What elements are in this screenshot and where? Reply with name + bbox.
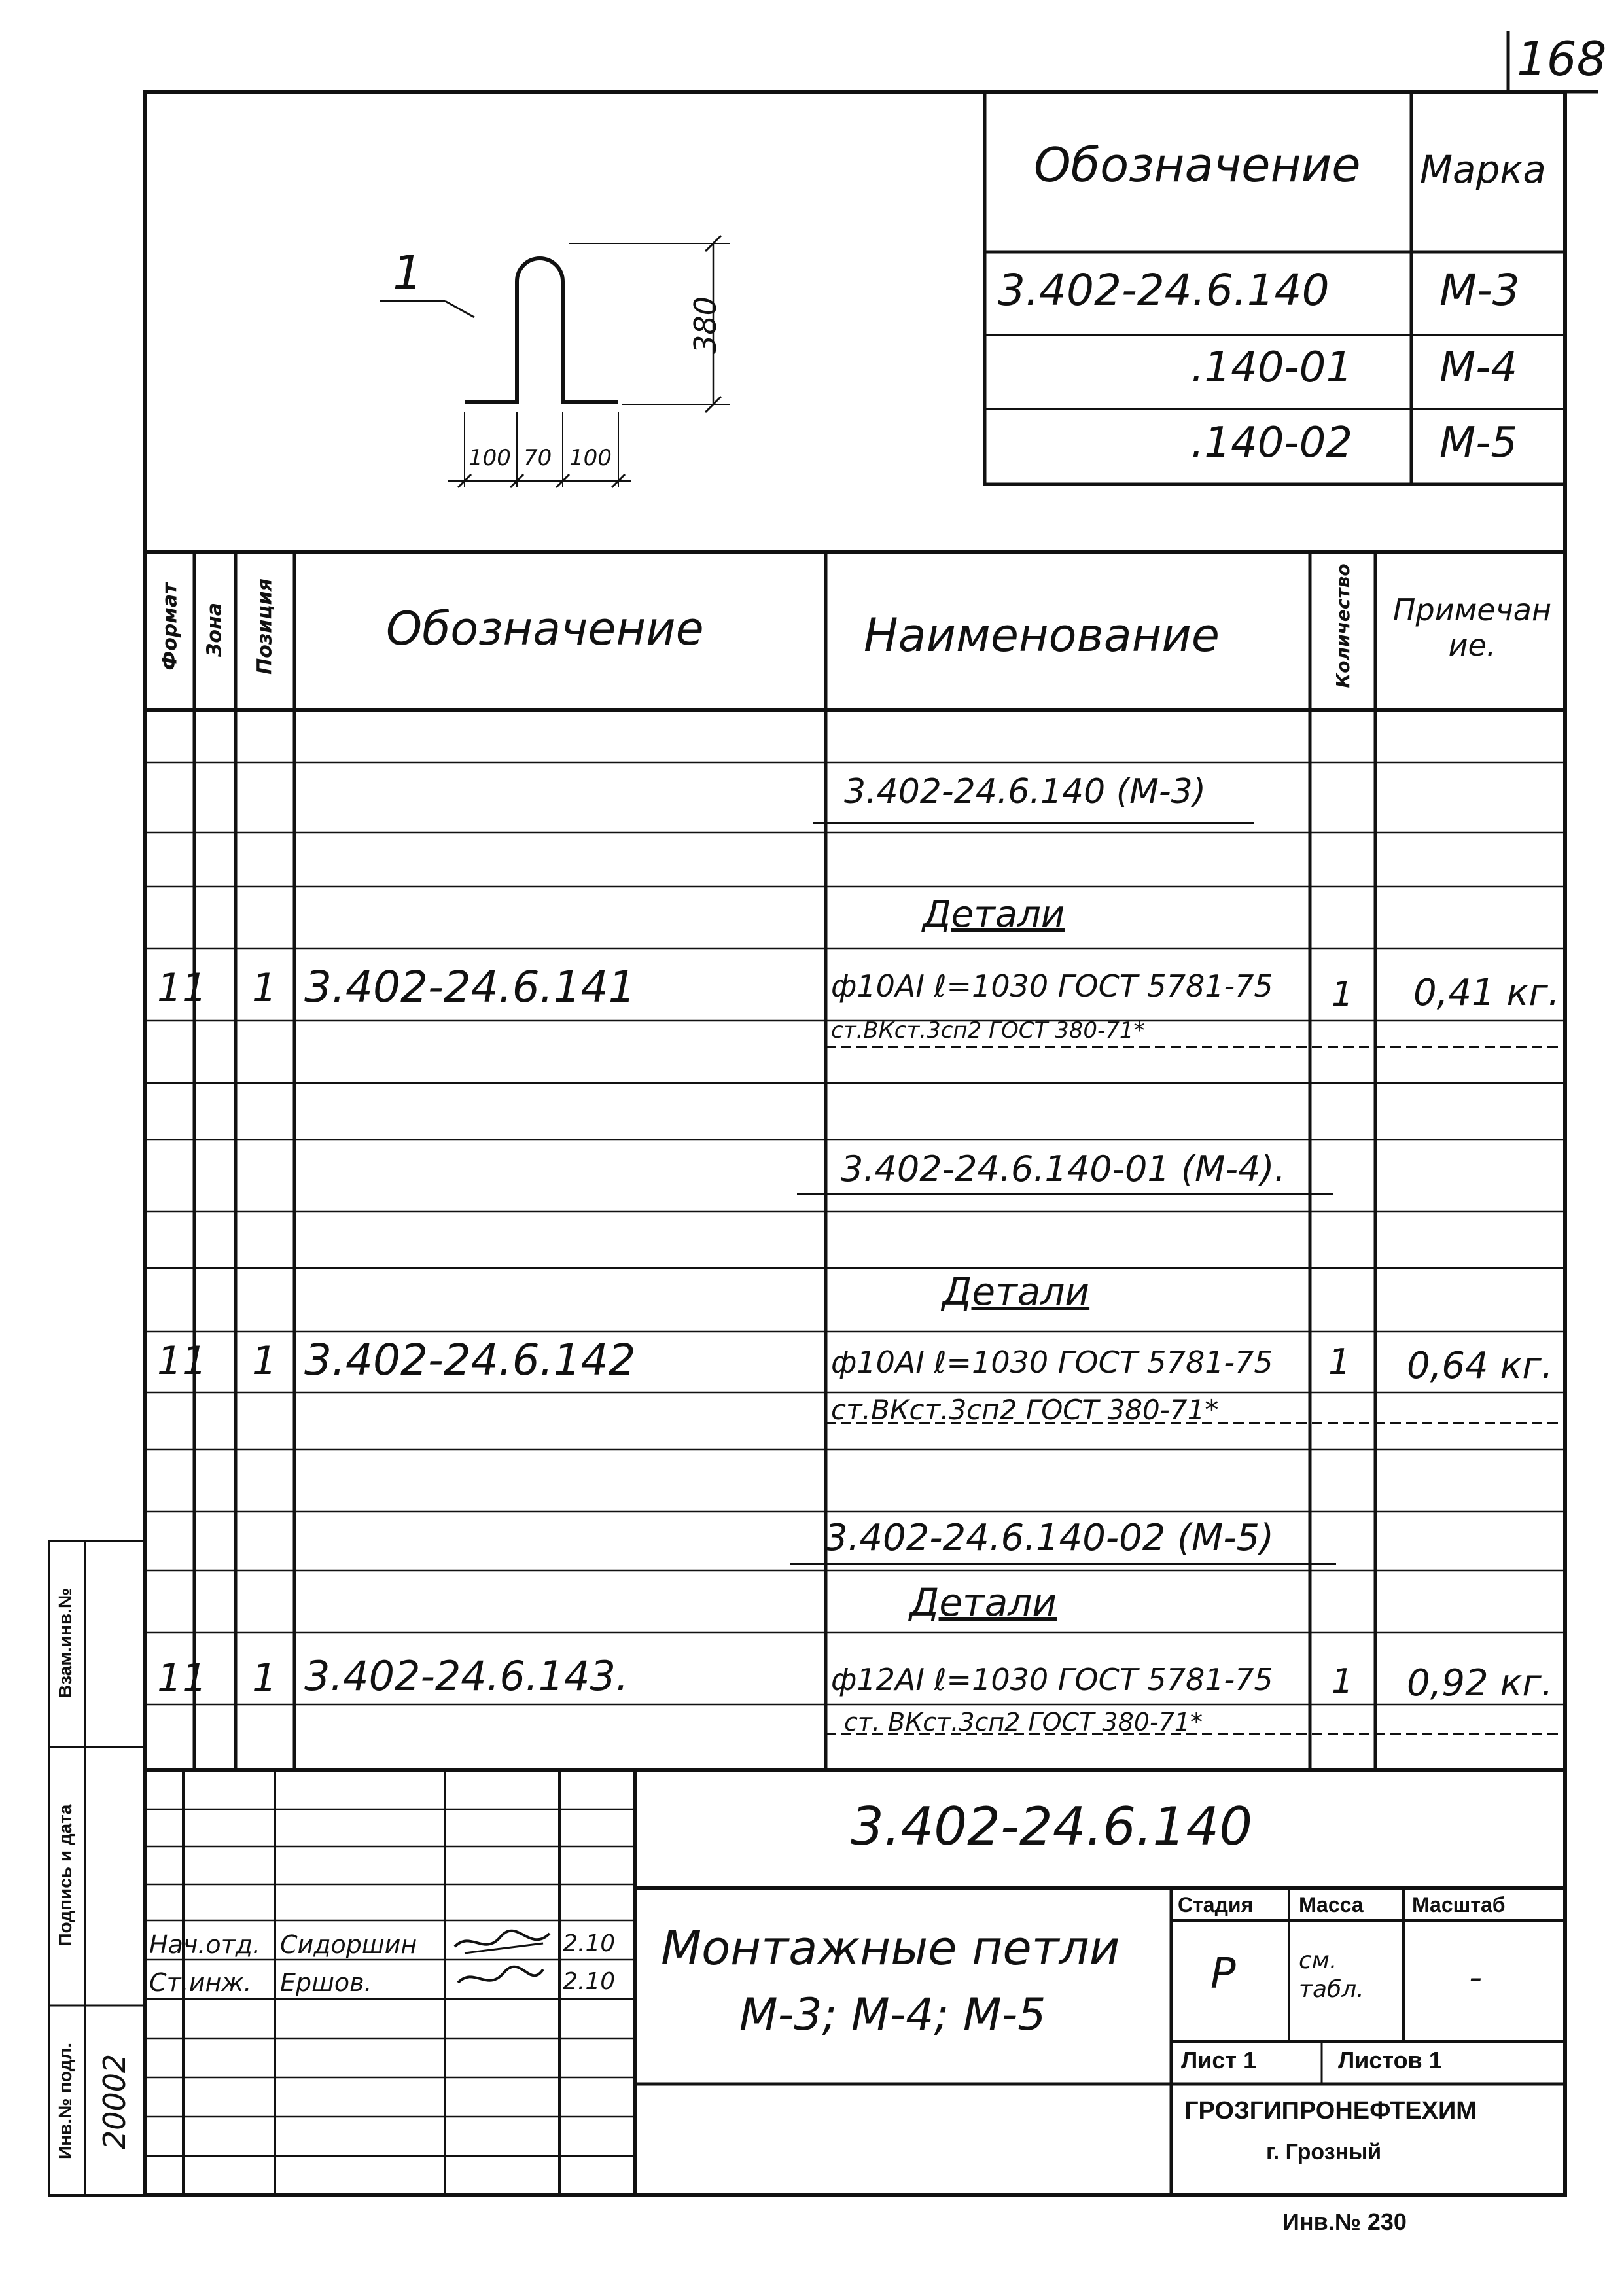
row-quantity: 1: [1332, 975, 1354, 1014]
header-quantity: Количество: [1332, 563, 1354, 688]
header-zone: Зона: [203, 603, 226, 657]
row-name-line1: ф10АI ℓ=1030 ГОСТ 5781-75: [831, 968, 1273, 1004]
stage-value: Р: [1210, 1950, 1236, 1998]
section-title: 3.402-24.6.140 (М-3): [844, 772, 1207, 811]
row-format: 11: [157, 965, 207, 1011]
signature-name: Ершов.: [280, 1968, 372, 1997]
signature-date: 2.10: [563, 1930, 616, 1957]
callout-number: 1: [393, 245, 423, 300]
signature-date: 2.10: [563, 1968, 616, 1995]
dim-bottom-label: 100: [569, 445, 612, 471]
stamp-inv-podl-label: Инв.№ подл.: [55, 2043, 75, 2160]
mass-label: Масса: [1299, 1893, 1364, 1916]
section-details-label: Детали: [942, 1269, 1090, 1314]
stage-label: Стадия: [1178, 1893, 1254, 1916]
row-name-line2: ст.ВКст.3сп2 ГОСТ 380-71*: [831, 1017, 1145, 1044]
top-table-row-mark: М-5: [1439, 419, 1518, 467]
page-number: 168: [1517, 31, 1607, 86]
row-name-line2: ст.ВКст.3сп2 ГОСТ 380-71*: [831, 1394, 1219, 1426]
dim-bottom-label: 70: [523, 445, 552, 471]
stamp-sign-date-label: Подпись и дата: [55, 1804, 75, 1947]
top-table-header-designation: Обозначение: [1034, 137, 1361, 192]
mass-value: см. табл.: [1299, 1947, 1364, 2003]
top-table-row-designation: .140-01: [1191, 344, 1353, 392]
row-name-line2: ст. ВКст.3сп2 ГОСТ 380-71*: [844, 1708, 1203, 1737]
header-format: Формат: [158, 582, 182, 671]
scale-value: -: [1469, 1956, 1483, 1999]
scale-label: Масштаб: [1412, 1893, 1506, 1916]
top-table-row-mark: М-4: [1439, 344, 1518, 392]
row-note: 0,64 кг.: [1407, 1345, 1553, 1387]
inventory-number: Инв.№ 230: [1282, 2208, 1407, 2235]
stamp-inv-podl-value: 20002: [97, 2053, 132, 2150]
document-title-line2: М-3; М-4; М-5: [739, 1989, 1046, 2041]
sheets-label: Листов 1: [1338, 2047, 1442, 2074]
top-table-header-mark: Марка: [1420, 147, 1546, 192]
dim-bottom-label: 100: [468, 445, 511, 471]
row-format: 11: [157, 1655, 207, 1701]
signature-scribble: [451, 1927, 556, 1999]
row-quantity: 1: [1328, 1341, 1351, 1383]
row-note: 0,92 кг.: [1407, 1662, 1553, 1704]
section-title: 3.402-24.6.140-02 (М-5): [824, 1517, 1275, 1559]
organization-name: ГРОЗГИПРОНЕФТЕХИМ: [1184, 2097, 1477, 2125]
sheet-label: Лист 1: [1181, 2047, 1257, 2074]
row-designation: 3.402-24.6.143.: [304, 1652, 629, 1700]
signature-role: Ст.инж.: [149, 1968, 252, 1997]
row-designation: 3.402-24.6.141: [304, 962, 636, 1012]
loop-drawing: [380, 236, 730, 487]
row-position: 1: [252, 965, 277, 1011]
row-name-line1: ф10АI ℓ=1030 ГОСТ 5781-75: [831, 1345, 1273, 1380]
header-name: Наименование: [864, 609, 1220, 662]
row-position: 1: [252, 1655, 277, 1701]
document-title-line1: Монтажные петли: [661, 1920, 1120, 1975]
section-details-label: Детали: [923, 893, 1065, 936]
header-designation: Обозначение: [386, 602, 704, 656]
signature-role: Нач.отд.: [149, 1930, 261, 1959]
row-position: 1: [252, 1338, 277, 1384]
signature-name: Сидоршин: [280, 1930, 417, 1959]
organization-city: г. Грозный: [1266, 2140, 1382, 2164]
row-name-line1: ф12АI ℓ=1030 ГОСТ 5781-75: [831, 1662, 1273, 1697]
stamp-vzam-label: Взам.инв.№: [55, 1587, 75, 1699]
top-table-row-mark: М-3: [1439, 265, 1520, 315]
header-note: Примечание.: [1392, 592, 1552, 663]
row-designation: 3.402-24.6.142: [304, 1335, 636, 1385]
row-format: 11: [157, 1338, 207, 1384]
section-title: 3.402-24.6.140-01 (М-4).: [841, 1148, 1286, 1190]
header-position: Позиция: [253, 578, 277, 675]
row-quantity: 1: [1332, 1662, 1354, 1701]
top-table-row-designation: 3.402-24.6.140: [998, 265, 1330, 315]
row-note: 0,41 кг.: [1413, 972, 1560, 1014]
section-details-label: Детали: [909, 1580, 1057, 1625]
top-table-row-designation: .140-02: [1191, 419, 1353, 467]
document-number: 3.402-24.6.140: [851, 1796, 1253, 1857]
dim-height-label: 380: [688, 296, 723, 354]
